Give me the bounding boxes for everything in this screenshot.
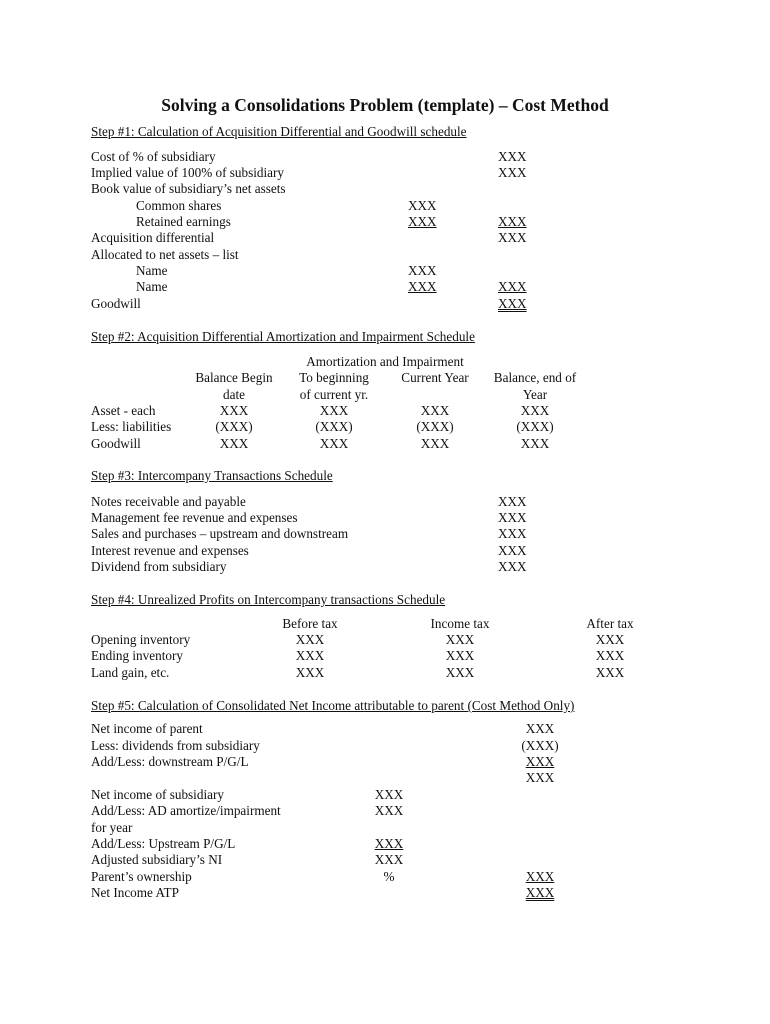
acquisition-differential-label: Acquisition differential bbox=[91, 230, 215, 245]
step3-row-value: XXX bbox=[498, 526, 527, 541]
step2-row-label: Goodwill bbox=[91, 436, 141, 451]
step4-row-label: Land gain, etc. bbox=[91, 665, 170, 680]
step3-row-label: Interest revenue and expenses bbox=[91, 543, 249, 558]
ad-amortize-label: Add/Less: AD amortize/impairment bbox=[91, 803, 281, 818]
step2-cell: (XXX) bbox=[516, 419, 554, 434]
ni-parent-value: XXX bbox=[525, 721, 555, 736]
step4-cell: XXX bbox=[595, 632, 625, 647]
ni-subsidiary-label: Net income of subsidiary bbox=[91, 787, 224, 802]
common-shares-value: XXX bbox=[408, 198, 437, 213]
allocated-total: XXX bbox=[498, 279, 527, 294]
step4-row-label: Ending inventory bbox=[91, 648, 183, 663]
asset-name-2-value: XXX bbox=[408, 279, 437, 294]
col-balance-begin-2: date bbox=[223, 387, 245, 402]
cost-value: XXX bbox=[498, 149, 527, 164]
goodwill-label: Goodwill bbox=[91, 296, 141, 311]
ni-atp-value: XXX bbox=[525, 885, 555, 900]
downstream-label: Add/Less: downstream P/G/L bbox=[91, 754, 249, 769]
col-to-beginning-2: of current yr. bbox=[299, 387, 369, 402]
step2-cell: (XXX) bbox=[315, 419, 353, 434]
cost-label: Cost of % of subsidiary bbox=[91, 149, 216, 164]
ownership-value: % bbox=[383, 869, 395, 884]
step4-cell: XXX bbox=[295, 632, 325, 647]
col-balance-end-1: Balance, end of bbox=[493, 370, 577, 385]
col-income-tax: Income tax bbox=[430, 616, 490, 631]
step3-row-value: XXX bbox=[498, 510, 527, 525]
step4-heading: Step #4: Unrealized Profits on Intercompany transactions Schedule bbox=[91, 592, 446, 607]
ad-amortize-label-cont: for year bbox=[91, 820, 133, 835]
step1-heading: Step #1: Calculation of Acquisition Differential and Goodwill schedule bbox=[91, 124, 467, 139]
book-value-label: Book value of subsidiary’s net assets bbox=[91, 181, 286, 196]
page-title: Solving a Consolidations Problem (template) – Cost Method bbox=[161, 95, 609, 115]
step2-cell: (XXX) bbox=[416, 419, 454, 434]
common-shares-label: Common shares bbox=[136, 198, 222, 213]
step4-cell: XXX bbox=[595, 665, 625, 680]
step3-row-value: XXX bbox=[498, 559, 527, 574]
amortization-group-header: Amortization and Impairment bbox=[306, 354, 464, 369]
step2-row-label: Asset - each bbox=[91, 403, 156, 418]
step3-row-label: Notes receivable and payable bbox=[91, 494, 246, 509]
step5-heading: Step #5: Calculation of Consolidated Net Income attributable to parent (Cost Method Only) bbox=[91, 698, 575, 713]
dividends-value: (XXX) bbox=[521, 738, 559, 753]
step2-cell: XXX bbox=[420, 403, 450, 418]
upstream-value: XXX bbox=[374, 836, 404, 851]
ad-amortize-value: XXX bbox=[374, 803, 404, 818]
col-to-beginning-1: To beginning bbox=[299, 370, 369, 385]
step4-row-label: Opening inventory bbox=[91, 632, 191, 647]
acquisition-differential-value: XXX bbox=[498, 230, 527, 245]
step2-cell: (XXX) bbox=[215, 419, 253, 434]
dividends-label: Less: dividends from subsidiary bbox=[91, 738, 260, 753]
step2-cell: XXX bbox=[319, 403, 349, 418]
ownership-label: Parent’s ownership bbox=[91, 869, 192, 884]
step2-cell: XXX bbox=[219, 436, 249, 451]
col-before-tax: Before tax bbox=[282, 616, 338, 631]
step4-cell: XXX bbox=[445, 632, 475, 647]
step4-cell: XXX bbox=[295, 648, 325, 663]
step2-row-label: Less: liabilities bbox=[91, 419, 172, 434]
col-current-year: Current Year bbox=[401, 370, 469, 385]
upstream-label: Add/Less: Upstream P/G/L bbox=[91, 836, 236, 851]
col-balance-begin-1: Balance Begin bbox=[195, 370, 273, 385]
book-value-total: XXX bbox=[498, 214, 527, 229]
ni-parent-label: Net income of parent bbox=[91, 721, 203, 736]
col-after-tax: After tax bbox=[586, 616, 634, 631]
step3-row-label: Dividend from subsidiary bbox=[91, 559, 227, 574]
asset-name-1-value: XXX bbox=[408, 263, 437, 278]
retained-earnings-label: Retained earnings bbox=[136, 214, 231, 229]
adjusted-ni-value: XXX bbox=[374, 852, 404, 867]
step3-row-value: XXX bbox=[498, 543, 527, 558]
adjusted-ni-label: Adjusted subsidiary’s NI bbox=[91, 852, 223, 867]
step4-cell: XXX bbox=[595, 648, 625, 663]
ni-subsidiary-value: XXX bbox=[374, 787, 404, 802]
step2-cell: XXX bbox=[520, 403, 550, 418]
implied-label: Implied value of 100% of subsidiary bbox=[91, 165, 285, 180]
step4-cell: XXX bbox=[445, 665, 475, 680]
goodwill-value: XXX bbox=[498, 296, 527, 311]
step4-cell: XXX bbox=[295, 665, 325, 680]
step2-cell: XXX bbox=[219, 403, 249, 418]
step2-cell: XXX bbox=[520, 436, 550, 451]
step4-cell: XXX bbox=[445, 648, 475, 663]
step3-heading: Step #3: Intercompany Transactions Schedule bbox=[91, 468, 333, 483]
step3-row-value: XXX bbox=[498, 494, 527, 509]
step2-cell: XXX bbox=[420, 436, 450, 451]
parent-subtotal-value: XXX bbox=[525, 770, 555, 785]
downstream-value: XXX bbox=[525, 754, 555, 769]
asset-name-2-label: Name bbox=[136, 279, 168, 294]
asset-name-1-label: Name bbox=[136, 263, 168, 278]
step2-cell: XXX bbox=[319, 436, 349, 451]
implied-value: XXX bbox=[498, 165, 527, 180]
ownership-total: XXX bbox=[525, 869, 555, 884]
step2-heading: Step #2: Acquisition Differential Amortization and Impairment Schedule bbox=[91, 329, 475, 344]
retained-earnings-value: XXX bbox=[408, 214, 437, 229]
step3-row-label: Management fee revenue and expenses bbox=[91, 510, 298, 525]
col-balance-end-2: Year bbox=[522, 387, 548, 402]
step3-row-label: Sales and purchases – upstream and downstream bbox=[91, 526, 349, 541]
allocated-label: Allocated to net assets – list bbox=[91, 247, 239, 262]
ni-atp-label: Net Income ATP bbox=[91, 885, 179, 900]
